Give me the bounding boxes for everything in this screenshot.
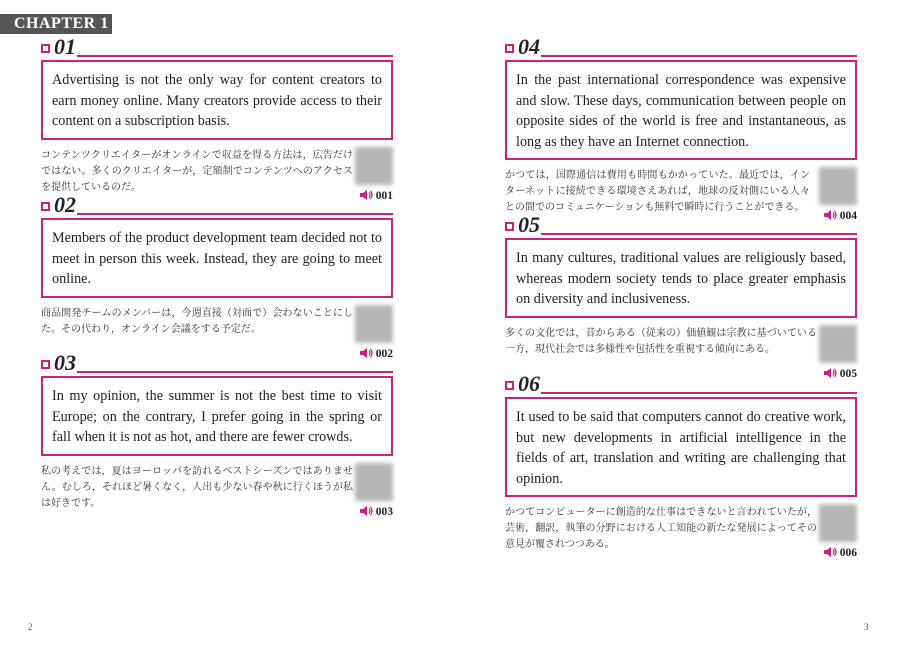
english-sentence: Members of the product development team decided not to meet in person this week. Instead, they are going to meet online. <box>41 218 393 298</box>
speaker-icon <box>824 547 837 557</box>
speaker-icon <box>360 506 373 516</box>
translation-row <box>505 326 857 382</box>
japanese-translation: かつては，国際通信は費用も時間もかかっていた。最近では，インターネットに接続できる環境さえあれば，地球の反対側にいる人々との間でのコミュニケーションも無料で瞬時に行うことができる。 <box>505 170 810 213</box>
square-bullet-icon <box>505 222 514 231</box>
japanese-translation: 多くの文化では，昔からある（従来の）価値観は宗教に基づいている一方，現代社会では多様性や包括性を重視する傾向にある。 <box>505 327 817 355</box>
chapter-label: CHAPTER 1 <box>0 14 112 34</box>
entry-04 <box>505 34 857 224</box>
entry-01 <box>41 34 393 204</box>
header-underline <box>541 233 857 235</box>
entry-05 <box>505 212 857 382</box>
square-bullet-icon <box>505 381 514 390</box>
entry-number: 05 <box>518 212 540 237</box>
entry-number: 03 <box>54 350 76 375</box>
qr-code-image[interactable] <box>355 147 393 185</box>
audio-track-number: 003 <box>375 505 393 518</box>
english-sentence: In my opinion, the summer is not the best time to visit Europe; on the contrary, I prefer going in the spring or fall when it is not as hot, and there are fewer crowds. <box>41 376 393 456</box>
qr-code-image[interactable] <box>819 325 857 363</box>
header-underline <box>541 55 857 57</box>
square-bullet-icon <box>41 360 50 369</box>
square-bullet-icon <box>41 202 50 211</box>
audio-track-number: 006 <box>839 547 857 559</box>
qr-code-image[interactable] <box>819 504 857 542</box>
header-underline <box>77 213 393 215</box>
header-underline <box>77 371 393 373</box>
audio-track[interactable] <box>360 506 393 518</box>
audio-track-number: 005 <box>839 367 857 380</box>
entry-number: 04 <box>518 34 540 59</box>
audio-track-number: 004 <box>839 210 857 222</box>
translation-row <box>41 464 393 520</box>
qr-code-image[interactable] <box>355 305 393 343</box>
entry-number: 01 <box>54 34 76 59</box>
page-number-right: 3 <box>864 622 869 632</box>
qr-code-image[interactable] <box>819 167 857 205</box>
entry-header <box>41 34 393 60</box>
audio-track-number: 001 <box>375 189 393 202</box>
entry-header <box>505 34 857 60</box>
japanese-translation: コンテンツクリエイターがオンラインで収益を得る方法は，広告だけではない。多くのクリエイターが，定額制でコンテンツへのアクセスを提供しているのだ。 <box>41 149 353 193</box>
page-number-left: 2 <box>28 622 33 632</box>
header-underline <box>541 392 857 394</box>
english-sentence: In many cultures, traditional values are religiously based, whereas modern society tends to place greater emphasis on diversity and inclusiveness. <box>505 238 857 318</box>
translation-row <box>505 505 857 561</box>
english-sentence: Advertising is not the only way for content creators to earn money online. Many creators provide access to their content on a subscription basis. <box>41 60 393 140</box>
entry-number: 02 <box>54 192 76 217</box>
english-sentence: In the past international correspondence was expensive and slow. These days, communication between people on opposite sides of the world is free and instantaneous, as long as they have an Internet connection. <box>505 60 857 160</box>
audio-track-number: 002 <box>375 347 393 360</box>
square-bullet-icon <box>505 44 514 53</box>
qr-code-image[interactable] <box>355 463 393 501</box>
entry-header <box>505 212 857 238</box>
english-sentence: It used to be said that computers cannot do creative work, but new developments in artificial intelligence in the fields of art, translation and writing are challenging that opinion. <box>505 397 857 497</box>
square-bullet-icon <box>41 44 50 53</box>
japanese-translation: かつてコンピューターに創造的な仕事はできないと言われていたが，芸術，翻訳，執筆の分野における人工知能の新たな発展によってその意見が覆されつつある。 <box>505 507 817 550</box>
header-underline <box>77 55 393 57</box>
japanese-translation: 商品開発チームのメンバーは，今週直接（対面で）会わないことにした。その代わり，オンライン会議をする予定だ。 <box>41 307 353 335</box>
entry-number: 06 <box>518 371 540 396</box>
japanese-translation: 私の考えでは，夏はヨーロッパを訪れるベストシーズンではありません。むしろ，それほど暑くなく，人出も少ない春や秋に行くほうが私は好きです。 <box>41 465 353 509</box>
audio-track[interactable] <box>824 547 857 559</box>
